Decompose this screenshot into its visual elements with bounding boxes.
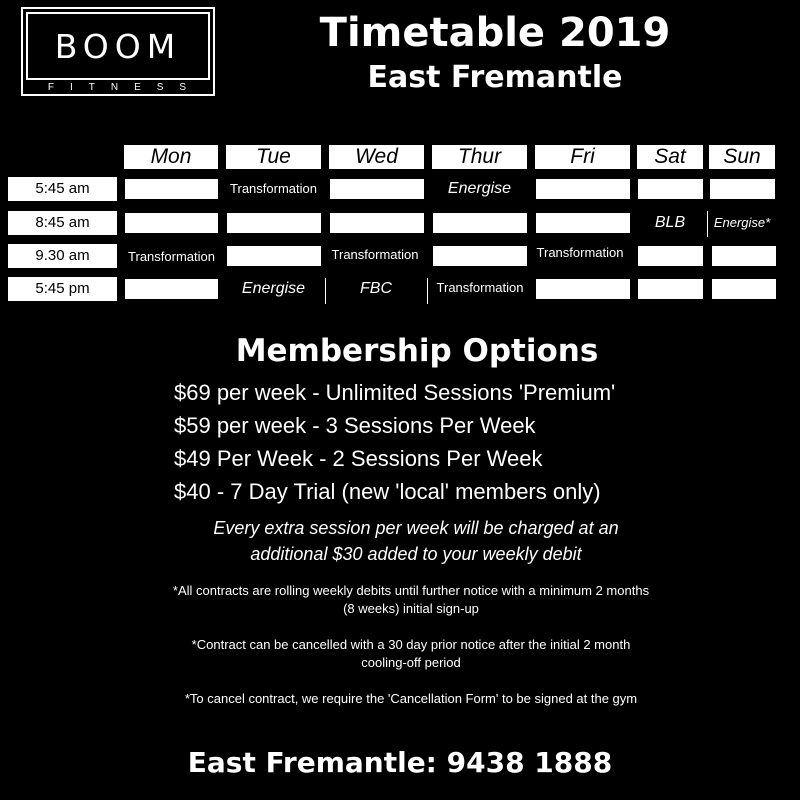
divider	[325, 278, 326, 304]
empty-slot	[637, 278, 704, 300]
empty-slot	[535, 178, 631, 200]
membership-option: $59 per week - 3 Sessions Per Week	[174, 413, 536, 438]
empty-slot	[432, 245, 528, 267]
day-header-tue: Tue	[226, 145, 321, 169]
empty-slot	[124, 212, 219, 234]
class-slot: Transformation	[436, 280, 524, 295]
empty-slot	[637, 245, 704, 267]
divider	[707, 211, 708, 237]
day-header-mon: Mon	[124, 145, 218, 169]
class-slot: Energise*	[713, 215, 771, 230]
empty-slot	[226, 212, 322, 234]
extra-session-note-line1: Every extra session per week will be charged at an	[213, 518, 619, 538]
empty-slot	[535, 212, 631, 234]
class-slot: Transformation	[128, 249, 215, 264]
location-title: East Fremantle	[367, 60, 623, 95]
membership-option: $69 per week - Unlimited Sessions 'Premium'	[174, 380, 616, 405]
empty-slot	[711, 245, 777, 267]
logo-subtitle: FITNESS	[47, 82, 203, 93]
logo-wordmark: BOOM	[54, 26, 182, 66]
day-header-thur: Thur	[432, 145, 527, 169]
class-slot: Energise	[447, 180, 512, 197]
day-header-sun: Sun	[709, 145, 775, 169]
membership-option: $40 - 7 Day Trial (new 'local' members only)	[174, 479, 601, 504]
contract-note: *To cancel contract, we require the 'Cancellation Form' to be signed at the gym	[184, 691, 638, 706]
empty-slot	[329, 212, 425, 234]
empty-slot	[709, 178, 776, 200]
class-slot: Transformation	[230, 181, 317, 196]
time-label-930am: 9.30 am	[8, 244, 117, 268]
day-header-fri: Fri	[535, 145, 630, 169]
contract-note: *Contract can be cancelled with a 30 day prior notice after the initial 2 month cooling-off period	[191, 637, 631, 670]
empty-slot	[535, 278, 631, 300]
membership-option: $49 Per Week - 2 Sessions Per Week	[174, 446, 543, 471]
empty-slot	[124, 178, 219, 200]
class-slot: Transformation	[331, 247, 419, 262]
empty-slot	[637, 178, 704, 200]
class-slot: Energise	[241, 280, 306, 297]
page-title: Timetable 2019	[319, 10, 671, 56]
empty-slot	[329, 178, 425, 200]
empty-slot	[124, 278, 219, 300]
time-label-545am: 5:45 am	[8, 177, 117, 201]
time-label-545pm: 5:45 pm	[8, 277, 117, 301]
class-slot: FBC	[360, 280, 392, 297]
logo-frame	[26, 12, 210, 80]
boom-fitness-logo	[21, 7, 215, 96]
day-header-wed: Wed	[329, 145, 424, 169]
empty-slot	[432, 212, 528, 234]
empty-slot	[226, 245, 322, 267]
membership-title: Membership Options	[235, 333, 599, 369]
contact-phone: East Fremantle: 9438 1888	[187, 746, 613, 779]
divider	[427, 278, 428, 304]
contract-note: *All contracts are rolling weekly debits until further notice with a minimum 2 months (8 weeks) initial sign-up	[172, 583, 650, 616]
class-slot: Transformation	[536, 245, 624, 260]
class-slot: BLB	[654, 214, 686, 231]
extra-session-note-line2: additional $30 added to your weekly debit	[250, 544, 582, 564]
empty-slot	[711, 278, 777, 300]
day-header-sat: Sat	[637, 145, 703, 169]
time-label-845am: 8:45 am	[8, 211, 117, 235]
